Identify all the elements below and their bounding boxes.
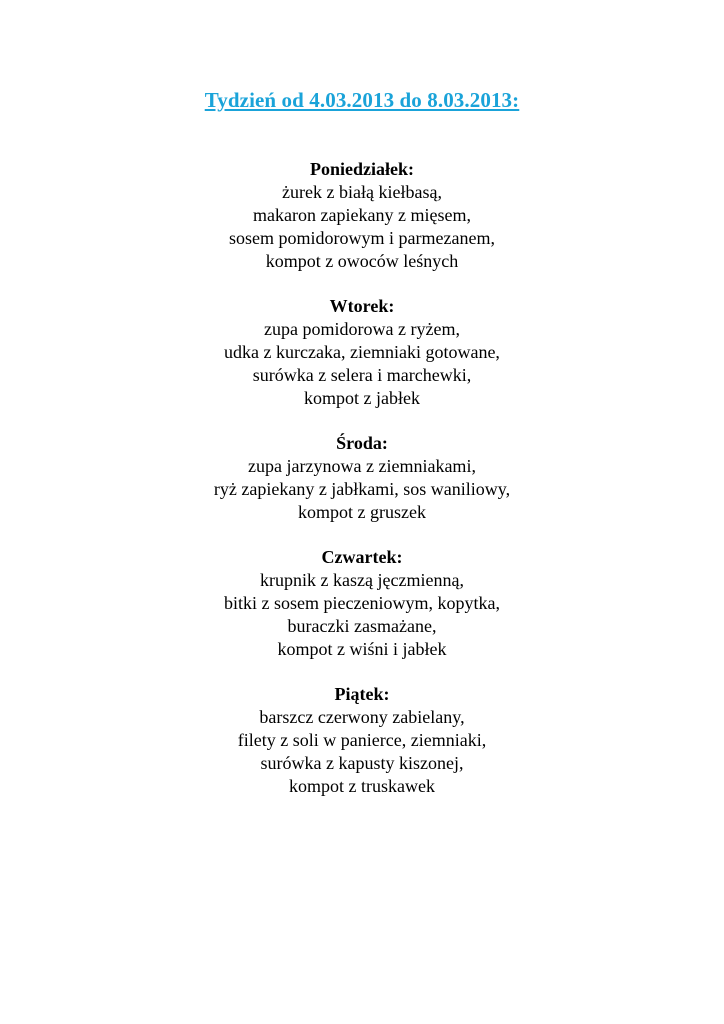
- dish-item: kompot z gruszek: [298, 502, 426, 522]
- dish-item: buraczki zasmażane,: [287, 616, 437, 636]
- day-thursday: [0, 546, 724, 661]
- dish-item: zupa jarzynowa z ziemniakami,: [248, 456, 476, 476]
- dish-item: udka z kurczaka, ziemniaki gotowane,: [224, 342, 500, 362]
- dish-item: kompot z owoców leśnych: [265, 251, 459, 271]
- dish-item: kompot z truskawek: [289, 776, 435, 796]
- dish-item: sosem pomidorowym i parmezanem,: [229, 228, 495, 248]
- dish-item: kompot z wiśni i jabłek: [277, 639, 447, 659]
- dish-item: makaron zapiekany z mięsem,: [253, 205, 471, 225]
- day-name: Poniedziałek:: [310, 159, 414, 179]
- dish-item: surówka z kapusty kiszonej,: [260, 753, 464, 773]
- day-wednesday: [0, 432, 724, 524]
- day-name: Piątek:: [334, 684, 390, 704]
- dish-item: filety z soli w panierce, ziemniaki,: [237, 730, 487, 750]
- day-name: Czwartek:: [321, 547, 403, 567]
- dish-item: zupa pomidorowa z ryżem,: [264, 319, 460, 339]
- dish-item: ryż zapiekany z jabłkami, sos waniliowy,: [213, 479, 511, 499]
- weekly-menu: [0, 158, 724, 820]
- dish-item: surówka z selera i marchewki,: [252, 365, 472, 385]
- dish-item: bitki z sosem pieczeniowym, kopytka,: [224, 593, 500, 613]
- dish-item: barszcz czerwony zabielany,: [259, 707, 465, 727]
- day-name: Środa:: [336, 433, 388, 453]
- day-friday: [0, 683, 724, 798]
- day-name: Wtorek:: [329, 296, 395, 316]
- day-tuesday: [0, 295, 724, 410]
- page-title: Tydzień od 4.03.2013 do 8.03.2013:: [204, 88, 520, 112]
- day-monday: [0, 158, 724, 273]
- dish-item: krupnik z kaszą jęczmienną,: [260, 570, 464, 590]
- dish-item: żurek z białą kiełbasą,: [282, 182, 442, 202]
- dish-item: kompot z jabłek: [304, 388, 420, 408]
